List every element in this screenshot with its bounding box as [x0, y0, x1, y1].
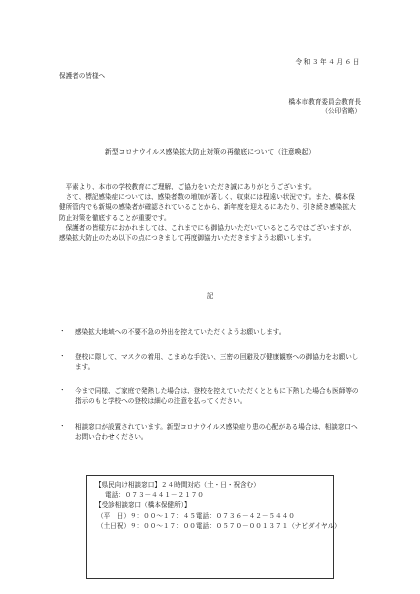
seal-omitted-note: （公印省略） — [321, 107, 361, 116]
sender-block — [288, 98, 361, 116]
prefecture-hotline-heading: 【県民向け相談窓口】２４時間対応（土・日・祝含む） — [95, 481, 260, 489]
weekend-hours-phone: （土日祝）９：００～１７：００電話：０５７０－００１３７１（ナビダイヤル） — [97, 521, 341, 530]
body-paragraph: 保護者の皆様方におかれましては、これまでにも御協力いただいているところではございますが、感染拡大防止のため以下の点につきまして再度御協力いただきますようお願いします。 — [59, 223, 356, 243]
sender-org: 橋本市教育委員会教育長 — [288, 98, 361, 106]
bullet: ・ — [59, 352, 66, 360]
prefecture-hotline-phone: 電話：０７３－４４１－２１７０ — [105, 491, 204, 500]
list-item-text: 登校に際して、マスクの着用、こまめな手洗い、三密の回避及び健康観察への御協力をお願いします。 — [75, 353, 359, 372]
list-item — [59, 327, 361, 337]
bullet: ・ — [59, 422, 66, 430]
recipient: 保護者の皆様へ — [59, 72, 106, 80]
consultation-center-heading: 【受診相談窓口（橋本保健所）】 — [95, 501, 191, 510]
list-item-text: 相談窓口が設置されています。新型コロナウイルス感染症り患の心配がある場合は、相談窓口へお問い合わせください。 — [75, 423, 358, 442]
bullet: ・ — [59, 386, 66, 394]
body-paragraph: 平素より、本市の学校教育にご理解、ご協力をいただき誠にありがとうございます。 — [65, 183, 316, 191]
document-title: 新型コロナウイルス感染拡大防止対策の再徹底について（注意喚起） — [104, 148, 316, 156]
contact-info-box — [86, 475, 341, 579]
weekday-hours-phone: （平 日）９：００～１７：４５電話：０７３６－４２－５４４０ — [97, 511, 295, 520]
list-item-text: 感染拡大地域への不要不急の外出を控えていただくようお願いします。 — [75, 328, 286, 336]
document-date: 令和３年４月６日 — [295, 58, 361, 66]
list-item — [59, 422, 361, 442]
bullet: ・ — [59, 327, 66, 335]
body-text — [59, 182, 361, 243]
list-item — [59, 386, 361, 406]
body-paragraph: さて、標記感染症については、感染者数の増加が著しく、収束には程遠い状況です。また、橋本保健所管内でも新規の感染者が確認されていることから、新年度を迎えるにあたり、引き続き感染拡大防止対策を徹底することが重要です。 — [59, 193, 356, 222]
list-item — [59, 352, 361, 372]
ki-heading: 記 — [206, 292, 214, 300]
list-item-text: 今まで同様、ご家庭で発熱した場合は、登校を控えていただくとともに下熱した場合も医師等の指示のもと学校への登校は細心の注意を払ってください。 — [75, 387, 359, 406]
